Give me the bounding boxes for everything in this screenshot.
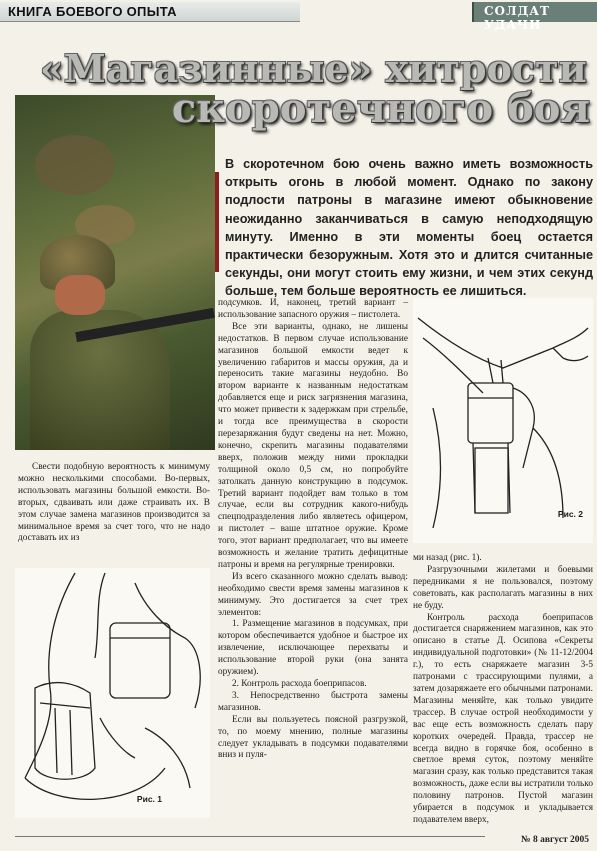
column-2	[218, 298, 408, 762]
column-1	[18, 462, 210, 545]
title-line-2: скоротечного боя	[171, 84, 590, 132]
figure-1-caption: Рис. 1	[136, 794, 162, 804]
issue-footer: № 8 август 2005	[521, 835, 589, 845]
section-right-tab	[472, 2, 597, 32]
col2-list-item-3: 3. Непосредственно быстрота замены магазинов.	[218, 690, 408, 713]
col1-paragraph: Свести подобную вероятность к минимуму можно несколькими способами. Во-первых, использовать магазины большой емкости. Во-вторых, сдваивать или даже страивать их. В этом случае замена магазинов производится за минимальное время за счет того, что не надо доставать их из	[18, 462, 210, 544]
article-title	[40, 46, 590, 132]
col3-paragraph-0: ми назад (рис. 1).	[413, 553, 482, 563]
lead-text: В скоротечном бою очень важно иметь возможность открыть огонь в любой момент. Однако по закону подлости патроны в магазине имеют обыкновение неожиданно заканчиваться в самую неподходящую минуту. Именно в эти моменты боец остается практически безоружным. Хотя это и длится считанные секунды, они могут стоить ему жизни, и чем этих секунд больше, тем больше вероятность ее лишиться.	[225, 157, 593, 299]
figure-1-drawing	[15, 568, 210, 818]
col2-paragraph-1: подсумков. И, наконец, третий вариант – использование запасного оружия – пистолета.	[218, 298, 408, 320]
column-3	[413, 553, 593, 827]
col2-paragraph-2: Все эти варианты, однако, не лишены недостатков. В первом случае использование магазинов большой емкости ведет к увеличению габаритов и массы оружия, да и переносить такие магазины неудобно. Во втором варианте к названным недостаткам добавляется еще и риск загрязнения магазина, что может привести к задержкам при стрельбе, и тогда все преимущества в скорости перезаряжания будут сведены на нет. Можно, конечно, скрепить магазины подавателями вверх, положив между ними прокладки толщиной около 0,5 см, но попробуйте затолкать данную конструкцию в подсумок. Третий вариант подойдет вам только в том случае, если вы сотрудник какого-нибудь спецподразделения либо являетесь офицером, и пистолет – ваше штатное оружие. Кроме того, этот вариант предполагает, что вы имеете возможность и желание тратить дефицитные патроны и время на регулярные тренировки.	[218, 321, 408, 570]
soldier-photo	[15, 95, 215, 450]
title-line-1: «Магазинные» хитрости	[40, 46, 587, 91]
page-header	[0, 0, 597, 32]
section-right-label: СОЛДАТ УДАЧИ	[484, 4, 550, 32]
footer-rule	[15, 836, 485, 837]
col3-paragraph-2: Контроль расхода боеприпасов достигается снаряжением магазинов, как это описано в статье Д. Осипова «Секреты индивидуальной подготовки» (№ 11-12/2004 г.), то есть снаряжаете магазин 3-5 патронами с трассирующими пулями, а затем дозаряжаете его обычными патронами. Магазины меняйте, как только увидите трассер. В случае острой необходимости у вас еще есть возможность сделать пару коротких очередей. Правда, трассер не всегда видно в горячке боя, особенно в светлое время суток, поэтому меняйте магазин сразу, как только представится такая возможность, даже если вы истратили только половину патронов. Пустой магазин убирается в подсумок и укладывается подавателем вверх,	[413, 612, 593, 825]
col2-list-item-2: 2. Контроль расхода боеприпасов.	[232, 679, 367, 689]
figure-2-caption: Рис. 2	[557, 509, 583, 519]
lead-paragraph	[215, 155, 593, 299]
col2-paragraph-4: Если вы пользуетесь поясной разгрузкой, то, по моему мнению, полные магазины следует укладывать в подсумки подавателями вниз и пуля-	[218, 714, 408, 761]
col2-list-item-1: 1. Размещение магазинов в подсумках, при котором обеспечивается удобное и быстрое их извлечение, исключающее перехваты и использование второй руки (она занята оружием).	[218, 619, 408, 678]
section-left-label: КНИГА БОЕВОГО ОПЫТА	[8, 4, 177, 19]
col3-paragraph-1: Разгрузочными жилетами и боевыми передниками я не пользовался, поэтому советовать, как располагать магазины в них не буду.	[413, 564, 593, 611]
section-left-tab	[0, 2, 300, 22]
figure-2-drawing	[413, 298, 593, 543]
lead-accent-bar	[215, 172, 219, 272]
figure-1	[15, 568, 210, 818]
figure-2	[413, 298, 593, 543]
col2-paragraph-3: Из всего сказанного можно сделать вывод: необходимо свести время замены магазинов к минимуму. Это достигается за счет трех элементов:	[218, 571, 408, 618]
